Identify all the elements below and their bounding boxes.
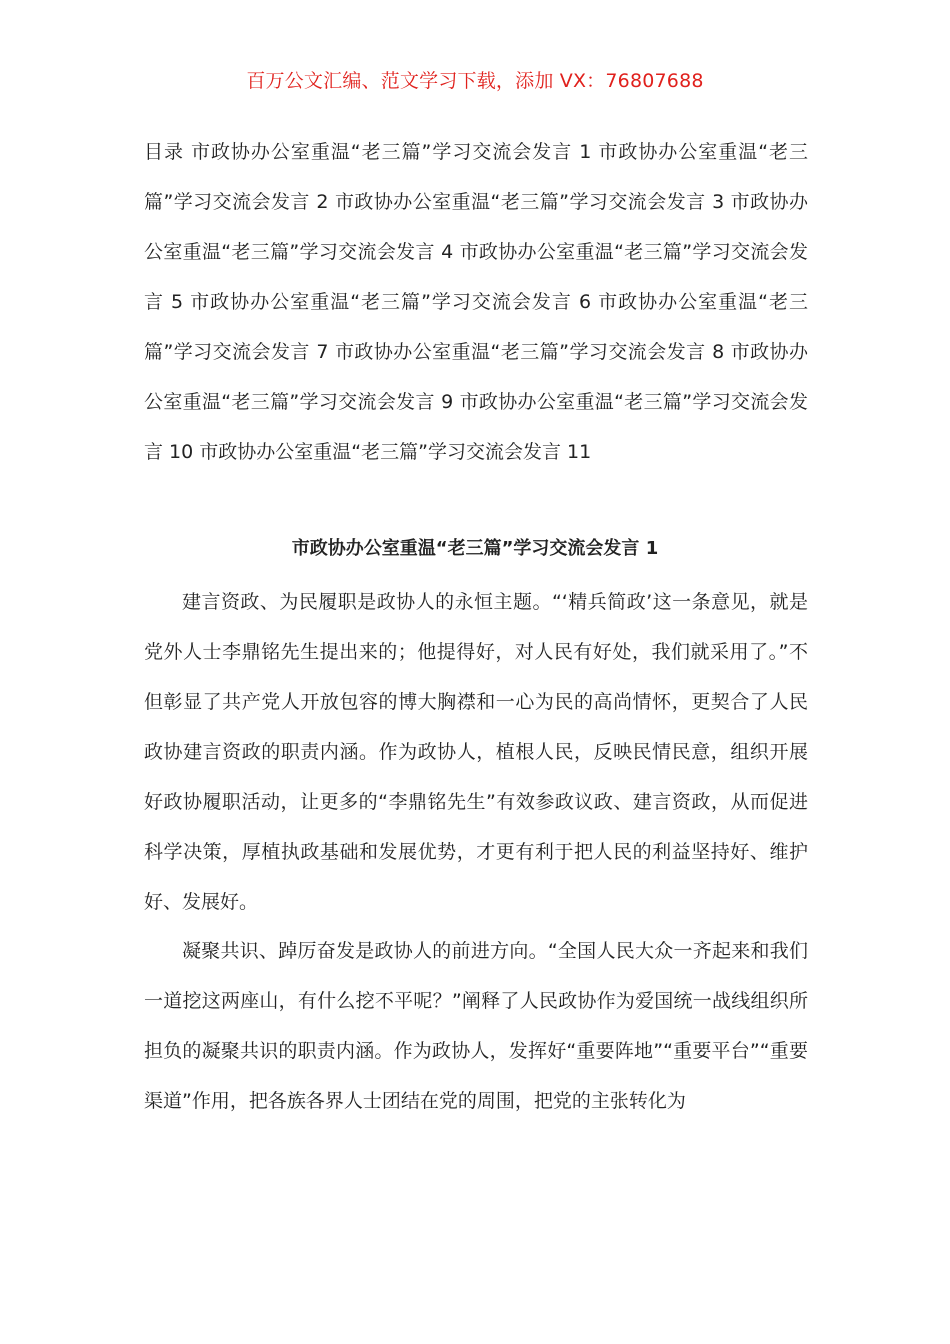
body-paragraph: 建言资政、为民履职是政协人的永恒主题。“‘精兵简政’这一条意见，就是党外人士李鼎铭先生提出来的；他提得好，对人民有好处，我们就采用了。”不但彰显了共产党人开放包容的博大胸襟和一心为民的高尚情怀，更契合了人民政协建言资政的职责内涵。作为政协人，植根人民，反映民情民意，组织开展好政协履职活动，让更多的“李鼎铭先生”有效参政议政、建言资政，从而促进科学决策，厚植执政基础和发展优势，才更有利于把人民的利益坚持好、维护好、发展好。 <box>144 591 808 913</box>
download-banner: 百万公文汇编、范文学习下载，添加 VX：76807688 <box>246 70 704 92</box>
body-paragraph: 凝聚共识、踔厉奋发是政协人的前进方向。“全国人民大众一齐起来和我们一道挖这两座山，有什么挖不平呢？”阐释了人民政协作为爱国统一战线组织所担负的凝聚共识的职责内涵。作为政协人，发挥好“重要阵地”“重要平台”“重要渠道”作用，把各族各界人士团结在党的周围，把党的主张转化为 <box>144 940 808 1112</box>
table-of-contents: 目录 市政协办公室重温“老三篇”学习交流会发言 1 市政协办公室重温“老三篇”学习交流会发言 2 市政协办公室重温“老三篇”学习交流会发言 3 市政协办公室重温“老三篇”学习交流会发言 4 市政协办公室重温“老三篇”学习交流会发言 5 市政协办公室重温“老三篇”学习交流会发言 6 市政协办公室重温“老三篇”学习交流会发言 7 市政协办公室重温“老三篇”学习交流会发言 8 市政协办公室重温“老三篇”学习交流会发言 9 市政协办公室重温“老三篇”学习交流会发言 10 市政协办公室重温“老三篇”学习交流会发言 11 <box>144 141 808 463</box>
section-title: 市政协办公室重温“老三篇”学习交流会发言 1 <box>291 538 659 559</box>
